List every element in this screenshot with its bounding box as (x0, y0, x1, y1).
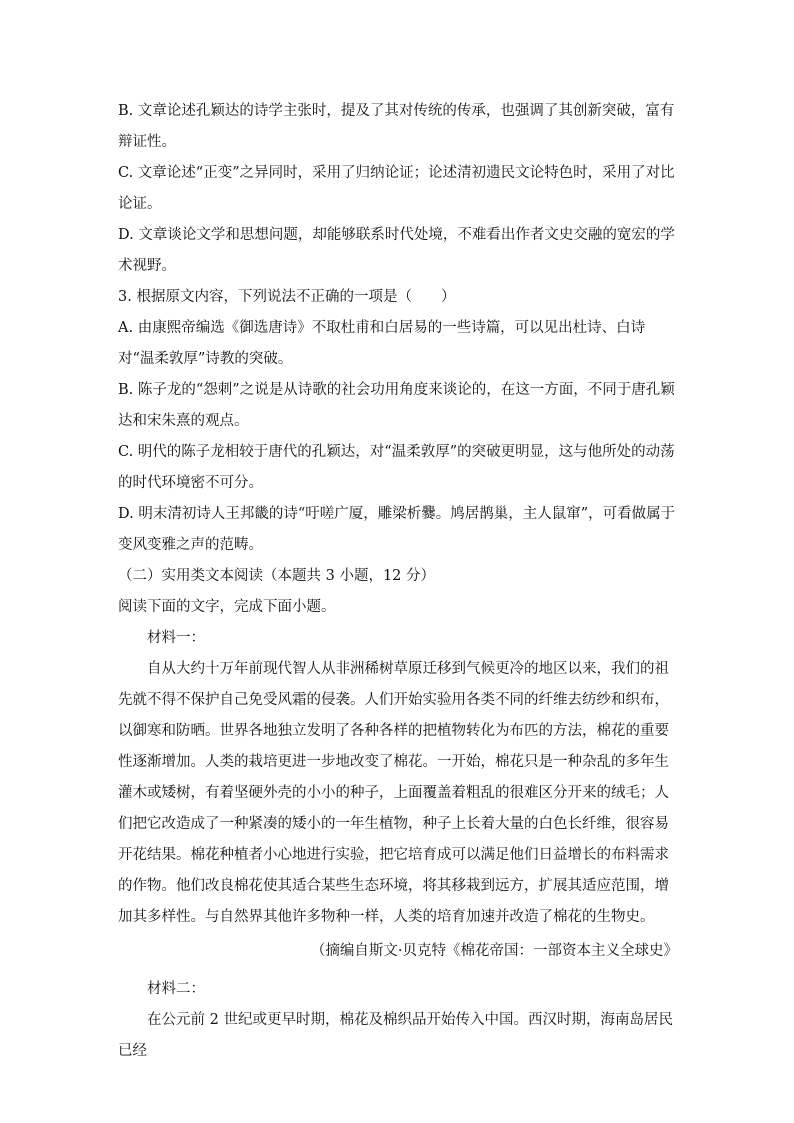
material-2-text: 在公元前 2 世纪或更早时期，棉花及棉织品开始传入中国。西汉时期，海南岛居民已经 (118, 1012, 673, 1059)
option-c: C. 文章论述“正变”之异同时，采用了归纳论证；论述清初遗民文论特色时，采用了对比论证。 (118, 165, 675, 212)
material-1-text: 自从大约十万年前现代智人从非洲稀树草原迁移到气候更冷的地区以来，我们的祖先就不得不保护自己免受风霜的侵袭。人们开始实验用各类不同的纤维去纺纱和织布，以御寒和防晒。世界各地独立发明了各种各样的把植物转化为布匹的方法，棉花的重要性逐渐增加。人类的栽培更进一步地改变了棉花。一开始，棉花只是一种杂乱的多年生灌木或矮树，有着坚硬外壳的小小的种子，上面覆盖着粗乱的很难区分开来的绒毛；人们把它改造成了一种紧凑的矮小的一年生植物，种子上长着大量的白色长纤维，很容易开花结果。棉花种植者小心地进行实验，把它培育成可以满足他们日益增长的布料需求的作物。他们改良棉花使其适合某些生态环境，将其移栽到远方，扩展其适应范围，增加其多样性。与自然界其他许多物种一样，人类的培育加速并改造了棉花的生物史。 (118, 661, 669, 925)
question-3-option-c: C. 明代的陈子龙相较于唐代的孔颖达，对“温柔敦厚”的突破更明显，这与他所处的动荡的时代环境密不可分。 (118, 444, 675, 491)
material-1-label: 材料一： (147, 630, 205, 646)
instruction: 阅读下面的文字，完成下面小题。 (118, 599, 336, 615)
question-3: 3. 根据原文内容，下列说法不正确的一项是（ ） (118, 289, 456, 305)
option-d: D. 文章谈论文学和思想问题，却能够联系时代处境，不难看出作者文史交融的宽宏的学术视野。 (118, 227, 675, 274)
question-3-option-d: D. 明末清初诗人王邦畿的诗“吁嗟广厦，雕梁析爨。鸠居鹊巢，主人鼠窜”，可看做属于变风变雅之声的范畴。 (118, 506, 676, 553)
question-3-option-a: A. 由康熙帝编选《御选唐诗》不取杜甫和白居易的一些诗篇，可以见出杜诗、白诗对“温柔敦厚”诗教的突破。 (118, 320, 646, 367)
option-b: B. 文章论述孔颖达的诗学主张时，提及了其对传统的传承，也强调了其创新突破，富有辩证性。 (118, 103, 675, 150)
material-2-label: 材料二： (147, 981, 205, 997)
question-3-option-b: B. 陈子龙的“怨刺”之说是从诗歌的社会功用角度来谈论的，在这一方面，不同于唐孔颖达和宋朱熹的观点。 (118, 382, 675, 429)
section-heading: （二）实用类文本阅读（本题共 3 小题，12 分） (118, 568, 436, 584)
material-1-source: （摘编自斯文·贝克特《棉花帝国：一部资本主义全球史》 (310, 943, 678, 959)
